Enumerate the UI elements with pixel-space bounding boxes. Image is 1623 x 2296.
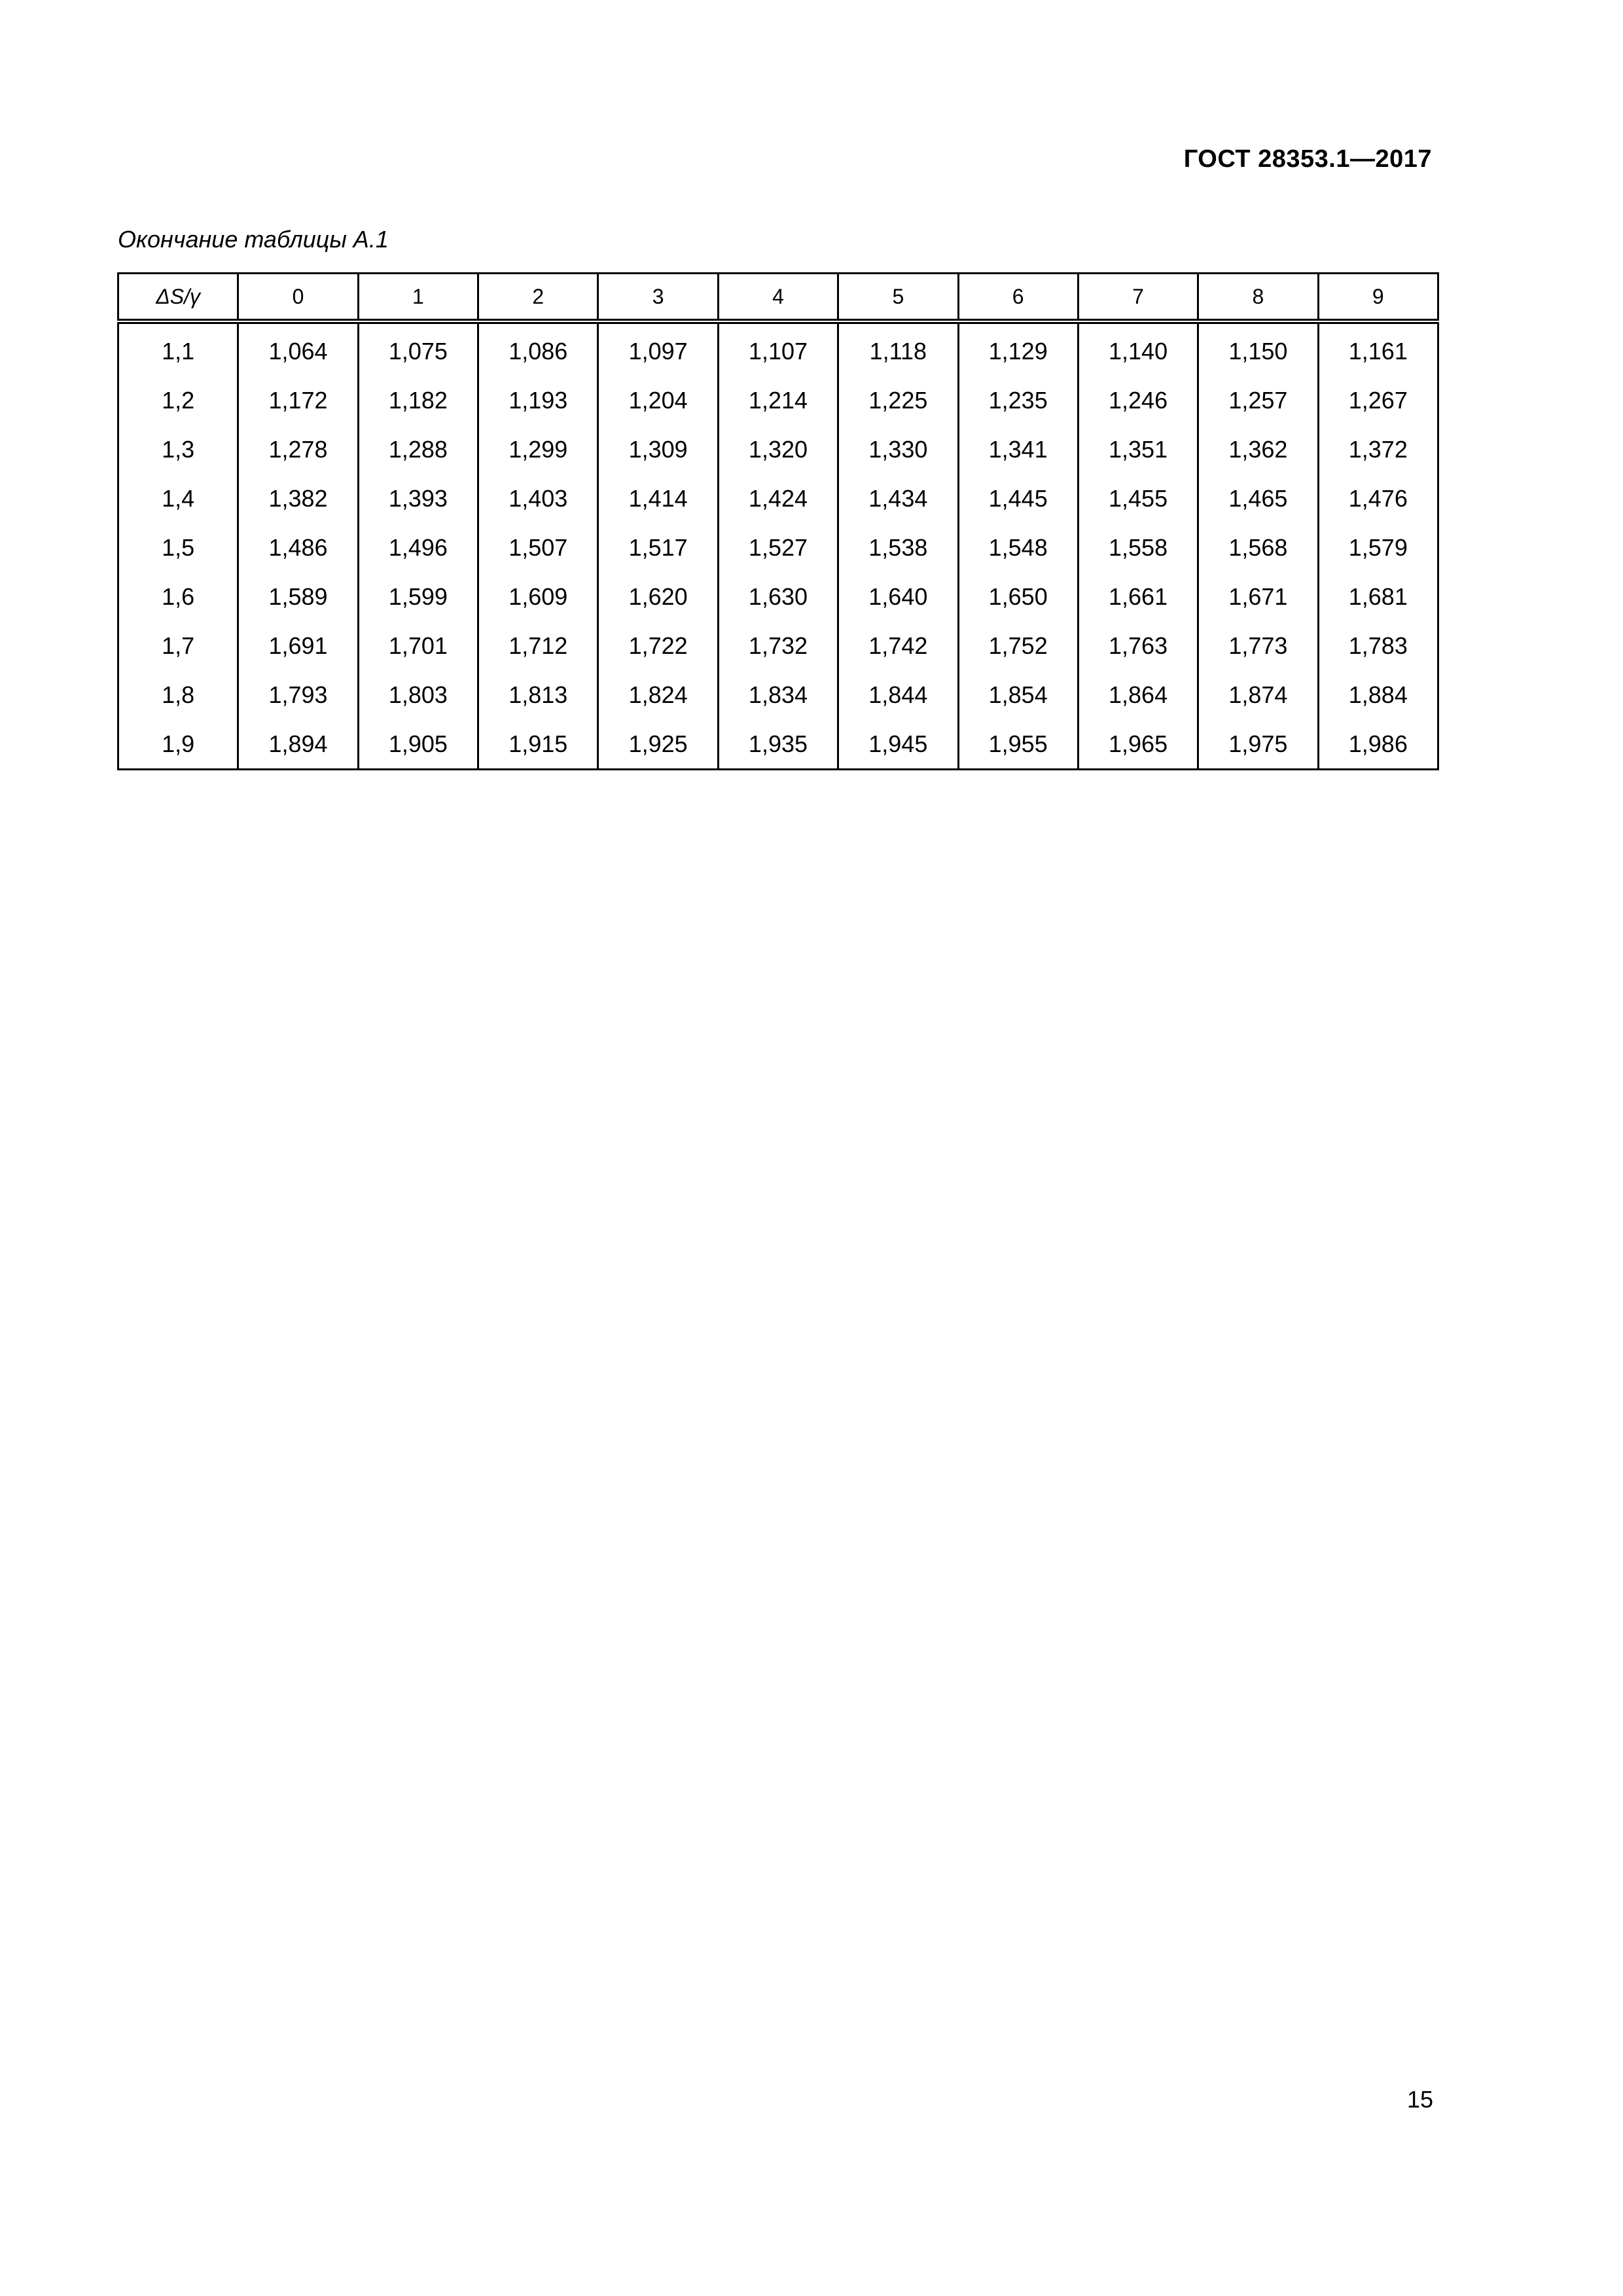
table-cell: 1,803 — [358, 670, 478, 719]
table-cell: 1,824 — [598, 670, 718, 719]
table-cell: 1,813 — [478, 670, 598, 719]
table-cell: 1,742 — [838, 621, 958, 670]
table-row — [118, 572, 1438, 621]
table-cell: 1,732 — [718, 621, 838, 670]
table-row — [118, 425, 1438, 474]
table-cell: 1,393 — [358, 474, 478, 523]
data-table-container — [117, 272, 1439, 770]
table-cell: 1,064 — [238, 321, 358, 376]
table-corner-header: ΔS/γ — [118, 274, 238, 322]
table-cell: 1,507 — [478, 523, 598, 572]
table-cell: 1,925 — [598, 719, 718, 770]
table-cell: 1,341 — [958, 425, 1078, 474]
table-cell: 1,118 — [838, 321, 958, 376]
table-cell: 1,257 — [1198, 376, 1318, 425]
table-caption: Окончание таблицы А.1 — [118, 226, 389, 253]
table-cell: 1,640 — [838, 572, 958, 621]
table-cell: 1,075 — [358, 321, 478, 376]
table-cell: 1,599 — [358, 572, 478, 621]
table-cell: 1,434 — [838, 474, 958, 523]
table-cell: 1,351 — [1078, 425, 1198, 474]
table-row — [118, 523, 1438, 572]
table-cell: 1,854 — [958, 670, 1078, 719]
table-cell: 1,712 — [478, 621, 598, 670]
table-row-key: 1,8 — [162, 681, 195, 708]
table-row — [118, 474, 1438, 523]
table-row — [118, 621, 1438, 670]
table-cell: 1,445 — [958, 474, 1078, 523]
table-cell: 1,691 — [238, 621, 358, 670]
table-cell: 1,609 — [478, 572, 598, 621]
table-column-header: 2 — [478, 274, 598, 322]
table-cell: 1,288 — [358, 425, 478, 474]
table-cell: 1,915 — [478, 719, 598, 770]
table-row — [118, 670, 1438, 719]
table-cell: 1,225 — [838, 376, 958, 425]
table-cell: 1,129 — [958, 321, 1078, 376]
table-cell: 1,527 — [718, 523, 838, 572]
table-cell: 1,579 — [1318, 523, 1438, 572]
table-cell: 1,161 — [1318, 321, 1438, 376]
data-table — [117, 272, 1439, 770]
table-cell: 1,945 — [838, 719, 958, 770]
table-cell: 1,589 — [238, 572, 358, 621]
table-row-key: 1,2 — [162, 386, 195, 414]
table-cell: 1,650 — [958, 572, 1078, 621]
table-cell: 1,773 — [1198, 621, 1318, 670]
table-cell: 1,834 — [718, 670, 838, 719]
table-cell: 1,894 — [238, 719, 358, 770]
table-cell: 1,763 — [1078, 621, 1198, 670]
table-cell: 1,107 — [718, 321, 838, 376]
table-cell: 1,681 — [1318, 572, 1438, 621]
table-cell: 1,844 — [838, 670, 958, 719]
table-cell: 1,496 — [358, 523, 478, 572]
table-row-key: 1,5 — [162, 533, 195, 561]
table-cell: 1,330 — [838, 425, 958, 474]
table-cell: 1,722 — [598, 621, 718, 670]
table-cell: 1,214 — [718, 376, 838, 425]
table-column-header: 5 — [838, 274, 958, 322]
table-cell: 1,986 — [1318, 719, 1438, 770]
table-cell: 1,204 — [598, 376, 718, 425]
table-cell: 1,382 — [238, 474, 358, 523]
table-cell: 1,884 — [1318, 670, 1438, 719]
table-column-header: 0 — [238, 274, 358, 322]
table-cell: 1,630 — [718, 572, 838, 621]
table-cell: 1,558 — [1078, 523, 1198, 572]
table-cell: 1,701 — [358, 621, 478, 670]
table-cell: 1,874 — [1198, 670, 1318, 719]
table-column-header: 4 — [718, 274, 838, 322]
table-cell: 1,955 — [958, 719, 1078, 770]
table-cell: 1,414 — [598, 474, 718, 523]
table-row-key: 1,3 — [162, 435, 195, 463]
table-cell: 1,783 — [1318, 621, 1438, 670]
table-cell: 1,671 — [1198, 572, 1318, 621]
table-column-header: 7 — [1078, 274, 1198, 322]
table-cell: 1,235 — [958, 376, 1078, 425]
table-cell: 1,172 — [238, 376, 358, 425]
table-cell: 1,150 — [1198, 321, 1318, 376]
page-number: 15 — [1406, 2086, 1433, 2113]
table-cell: 1,299 — [478, 425, 598, 474]
table-cell: 1,661 — [1078, 572, 1198, 621]
table-cell: 1,403 — [478, 474, 598, 523]
table-cell: 1,538 — [838, 523, 958, 572]
table-row-key: 1,4 — [162, 484, 195, 512]
table-row — [118, 376, 1438, 425]
table-cell: 1,097 — [598, 321, 718, 376]
table-cell: 1,140 — [1078, 321, 1198, 376]
table-cell: 1,267 — [1318, 376, 1438, 425]
table-cell: 1,246 — [1078, 376, 1198, 425]
table-row-key: 1,7 — [162, 632, 195, 659]
table-cell: 1,372 — [1318, 425, 1438, 474]
table-row — [118, 321, 1438, 376]
table-cell: 1,752 — [958, 621, 1078, 670]
table-cell: 1,517 — [598, 523, 718, 572]
table-row-key: 1,9 — [162, 730, 195, 757]
table-cell: 1,905 — [358, 719, 478, 770]
table-cell: 1,476 — [1318, 474, 1438, 523]
table-row-key: 1,1 — [162, 337, 195, 365]
table-cell: 1,424 — [718, 474, 838, 523]
table-cell: 1,965 — [1078, 719, 1198, 770]
table-cell: 1,568 — [1198, 523, 1318, 572]
table-cell: 1,975 — [1198, 719, 1318, 770]
table-cell: 1,362 — [1198, 425, 1318, 474]
table-cell: 1,486 — [238, 523, 358, 572]
table-cell: 1,548 — [958, 523, 1078, 572]
table-cell: 1,864 — [1078, 670, 1198, 719]
table-cell: 1,793 — [238, 670, 358, 719]
table-cell: 1,278 — [238, 425, 358, 474]
table-header-row — [118, 274, 1438, 322]
table-column-header: 8 — [1198, 274, 1318, 322]
table-body — [118, 321, 1438, 770]
table-cell: 1,455 — [1078, 474, 1198, 523]
table-cell: 1,182 — [358, 376, 478, 425]
table-row-key: 1,6 — [162, 583, 195, 610]
table-row — [118, 719, 1438, 770]
table-column-header: 9 — [1318, 274, 1438, 322]
table-cell: 1,193 — [478, 376, 598, 425]
document-id: ГОСТ 28353.1—2017 — [1183, 145, 1432, 173]
table-column-header: 3 — [598, 274, 718, 322]
table-column-header: 1 — [358, 274, 478, 322]
table-cell: 1,086 — [478, 321, 598, 376]
table-column-header: 6 — [958, 274, 1078, 322]
table-cell: 1,620 — [598, 572, 718, 621]
table-cell: 1,935 — [718, 719, 838, 770]
table-cell: 1,320 — [718, 425, 838, 474]
table-cell: 1,465 — [1198, 474, 1318, 523]
table-cell: 1,309 — [598, 425, 718, 474]
